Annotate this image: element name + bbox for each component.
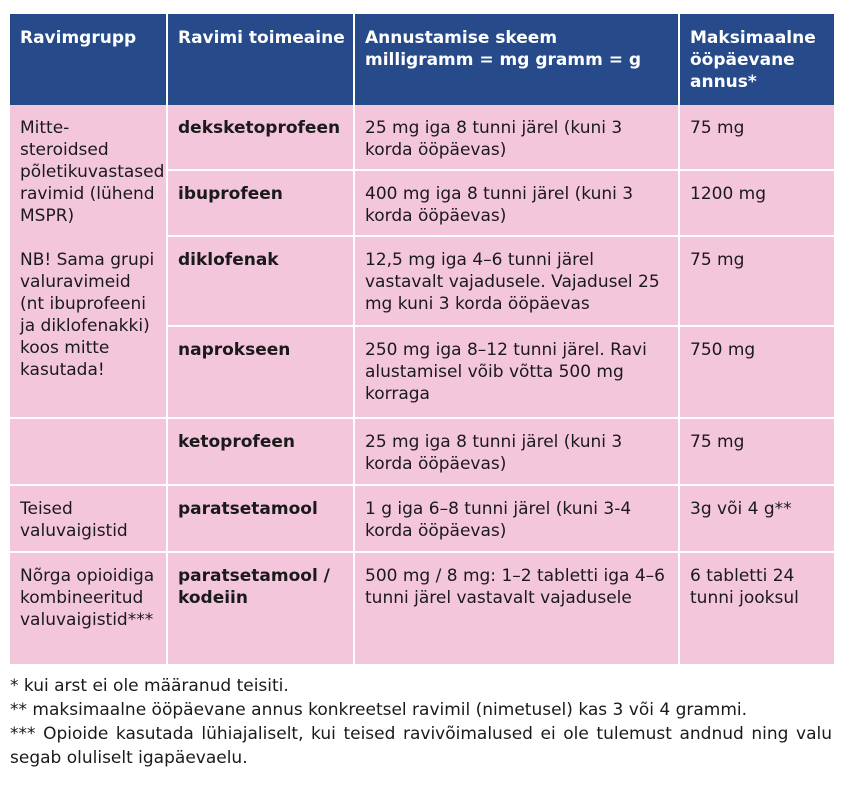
group-note: NB! Sama grupi valuravimeid (nt ibuprofeeni ja diklofenakki) koos mitte kasutada! [20, 250, 155, 380]
dosage-cell: 12,5 mg iga 4–6 tunni järel vastavalt vajadusele. Vajadusel 25 mg kuni 3 korda ööpäevas [354, 236, 679, 326]
table-row [10, 485, 834, 552]
group-cell: Teised valuvaigistid [10, 485, 167, 552]
header-group: Ravimgrupp [10, 14, 167, 105]
max-dose-cell: 75 mg [679, 236, 834, 326]
header-substance: Ravimi toimeaine [167, 14, 354, 105]
group-cell-nsaid [10, 105, 167, 418]
max-dose-cell: 3g või 4 g** [679, 485, 834, 552]
group-cell: Nõrga opioidiga kombineeritud valuvaigistid*** [10, 552, 167, 664]
max-dose-cell: 75 mg [679, 418, 834, 485]
substance-cell: ibuprofeen [167, 170, 354, 236]
document [10, 14, 834, 770]
substance-cell: paratsetamool / kodeiin [167, 552, 354, 664]
group-cell [10, 418, 167, 485]
table-row [10, 105, 834, 170]
substance-cell: paratsetamool [167, 485, 354, 552]
footnote-3: *** Opioide kasutada lühiajaliselt, kui teised ravivõimalused ei ole tulemust andnud ning valu segab oluliselt igapäevaelu. [10, 724, 832, 768]
substance-cell: ketoprofeen [167, 418, 354, 485]
footnotes [10, 674, 832, 770]
pain-medication-table [10, 14, 834, 664]
substance-cell: deksketoprofeen [167, 105, 354, 170]
dosage-cell: 25 mg iga 8 tunni järel (kuni 3 korda ööpäevas) [354, 418, 679, 485]
dosage-cell: 25 mg iga 8 tunni järel (kuni 3 korda ööpäevas) [354, 105, 679, 170]
dosage-cell: 1 g iga 6–8 tunni järel (kuni 3-4 korda ööpäevas) [354, 485, 679, 552]
header-dosage: Annustamise skeem milligramm = mg gramm = g [354, 14, 679, 105]
footnote-2: ** maksimaalne ööpäevane annus konkreetsel ravimil (nimetusel) kas 3 või 4 grammi. [10, 700, 748, 720]
group-name: Mitte- steroidsed põletikuvastased ravimid (lühend MSPR) [20, 118, 165, 226]
table-header-row [10, 14, 834, 105]
max-dose-cell: 1200 mg [679, 170, 834, 236]
table-row [10, 552, 834, 664]
footnote-1: * kui arst ei ole määranud teisiti. [10, 676, 289, 696]
substance-cell: diklofenak [167, 236, 354, 326]
max-dose-cell: 75 mg [679, 105, 834, 170]
table-row [10, 418, 834, 485]
dosage-cell: 250 mg iga 8–12 tunni järel. Ravi alustamisel võib võtta 500 mg korraga [354, 326, 679, 418]
max-dose-cell: 6 tabletti 24 tunni jooksul [679, 552, 834, 664]
substance-cell: naprokseen [167, 326, 354, 418]
header-max-dose: Maksimaalne ööpäevane annus* [679, 14, 834, 105]
dosage-cell: 400 mg iga 8 tunni järel (kuni 3 korda ööpäevas) [354, 170, 679, 236]
max-dose-cell: 750 mg [679, 326, 834, 418]
dosage-cell: 500 mg / 8 mg: 1–2 tabletti iga 4–6 tunni järel vastavalt vajadusele [354, 552, 679, 664]
